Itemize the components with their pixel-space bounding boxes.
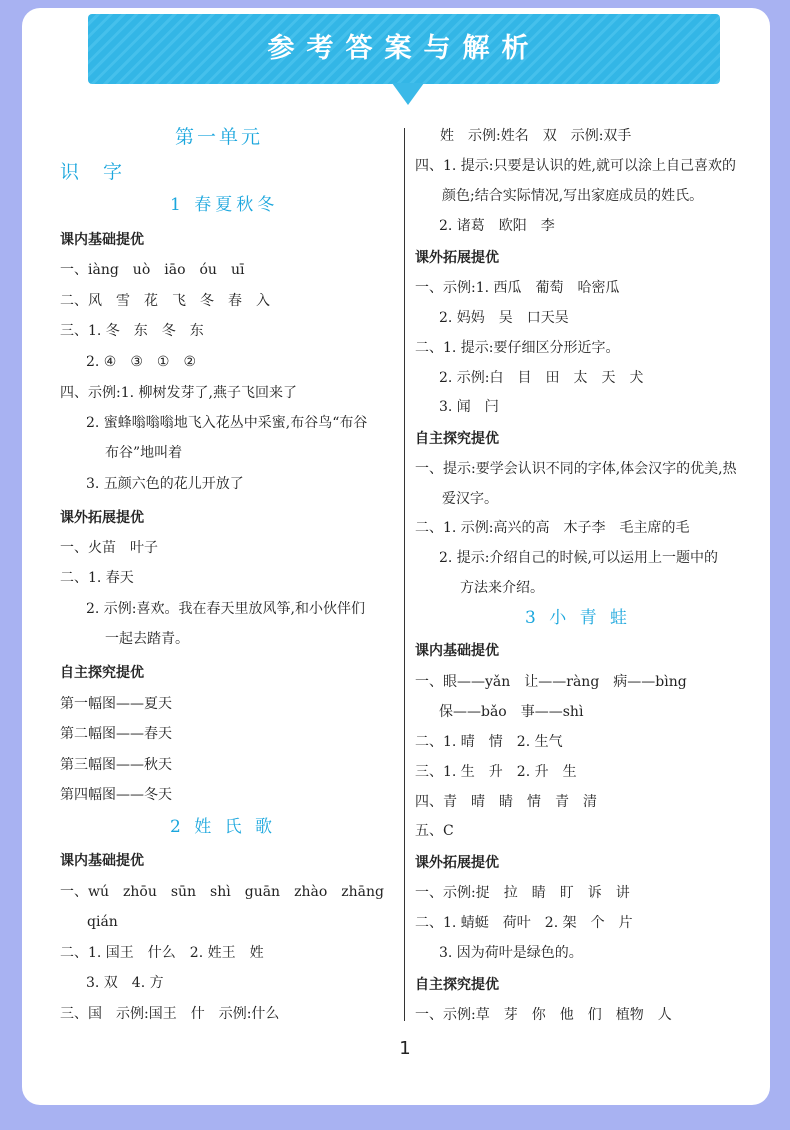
answer-line: 2. 示例:白 目 田 太 天 犬 — [439, 370, 644, 386]
answer-line: 三、1. 生 升 2. 升 生 — [415, 764, 577, 780]
subsection-heading: 课外拓展提优 — [415, 855, 499, 871]
answer-line: 四、示例:1. 柳树发芽了,燕子飞回来了 — [60, 385, 297, 401]
answer-line: 二、1. 蜻蜓 荷叶 2. 架 个 片 — [415, 915, 633, 931]
answer-line: 3. 五颜六色的花儿开放了 — [86, 476, 244, 492]
answer-line: 第一幅图——夏天 — [60, 696, 172, 712]
banner-pointer — [392, 83, 424, 105]
answer-line: 二、1. 晴 情 2. 生气 — [415, 734, 563, 750]
subsection-heading: 课内基础提优 — [60, 853, 144, 869]
answer-line: 四、1. 提示:只要是认识的姓,就可以涂上自己喜欢的 — [415, 158, 736, 174]
answer-line: 二、1. 春天 — [60, 570, 134, 586]
answer-line: 2. 示例:喜欢。我在春天里放风筝,和小伙伴们 — [86, 601, 365, 617]
answer-line: 五、C — [415, 823, 454, 839]
answer-line: 二、风 雪 花 飞 冬 春 入 — [60, 293, 270, 309]
answer-line: 四、青 晴 睛 情 青 清 — [415, 794, 597, 810]
answer-line: 2. 妈妈 吴 口天吴 — [439, 310, 569, 326]
column-divider — [404, 128, 405, 1021]
answer-line: qián — [87, 914, 118, 930]
answer-line: 一、示例:1. 西瓜 葡萄 哈密瓜 — [415, 280, 620, 296]
subsection-heading: 自主探究提优 — [60, 665, 144, 681]
answer-line: 一、iàng uò iāo óu uī — [60, 262, 245, 278]
answer-line: 一、示例:草 芽 你 他 们 植物 人 — [415, 1007, 672, 1023]
lesson-title: 3 小 青 蛙 — [525, 608, 632, 628]
answer-line: 一、wú zhōu sūn shì guān zhào zhāng — [60, 884, 384, 900]
lesson-title: 2 姓 氏 歌 — [170, 817, 277, 837]
answer-line: 第二幅图——春天 — [60, 726, 172, 742]
answer-line: 3. 因为荷叶是绿色的。 — [439, 945, 583, 961]
answer-line: 保——bǎo 事——shì — [439, 704, 584, 720]
answer-line: 3. 双 4. 方 — [86, 975, 164, 991]
page-title: 参考答案与解析 — [267, 33, 541, 64]
subsection-heading: 自主探究提优 — [415, 977, 499, 993]
answer-line: 3. 闻 闩 — [439, 399, 499, 415]
answer-line: 第三幅图——秋天 — [60, 757, 172, 773]
answer-line: 颜色;结合实际情况,写出家庭成员的姓氏。 — [442, 188, 704, 204]
subsection-heading: 课外拓展提优 — [415, 250, 499, 266]
answer-line: 一、示例:捉 拉 睛 盯 诉 讲 — [415, 885, 630, 901]
answer-line: 二、1. 提示:要仔细区分形近字。 — [415, 340, 620, 356]
answer-line: 三、1. 冬 东 冬 东 — [60, 323, 204, 339]
answer-line: 第四幅图——冬天 — [60, 787, 172, 803]
section-heading: 识字 — [60, 161, 147, 183]
answer-line: 方法来介绍。 — [460, 580, 544, 596]
answer-line: 三、国 示例:国王 什 示例:什么 — [60, 1006, 280, 1022]
subsection-heading: 课内基础提优 — [60, 232, 144, 248]
answer-line: 二、1. 示例:高兴的高 木子李 毛主席的毛 — [415, 520, 690, 536]
lesson-title: 1 春夏秋冬 — [170, 195, 279, 215]
answer-line: 2. 诸葛 欧阳 李 — [439, 218, 555, 234]
subsection-heading: 课内基础提优 — [415, 643, 499, 659]
answer-line: 布谷”地叫着 — [105, 445, 183, 461]
answer-line: 姓 示例:姓名 双 示例:双手 — [440, 128, 632, 144]
answer-line: 一、火苗 叶子 — [60, 540, 158, 556]
unit-heading: 第一单元 — [175, 126, 264, 148]
answer-line: 二、1. 国王 什么 2. 姓王 姓 — [60, 945, 264, 961]
answer-line: 一、眼——yǎn 让——ràng 病——bìng — [415, 674, 687, 690]
answer-line: 2. 蜜蜂嗡嗡嗡地飞入花丛中采蜜,布谷鸟“布谷 — [86, 415, 368, 431]
answer-line: 爱汉字。 — [442, 491, 498, 507]
answer-line: 一、提示:要学会认识不同的字体,体会汉字的优美,热 — [415, 461, 737, 477]
subsection-heading: 课外拓展提优 — [60, 510, 144, 526]
answer-line: 一起去踏青。 — [105, 631, 189, 647]
answer-line: 2. 提示:介绍自己的时候,可以运用上一题中的 — [439, 550, 718, 566]
subsection-heading: 自主探究提优 — [415, 431, 499, 447]
answer-line: 2. ④ ③ ① ② — [86, 354, 197, 370]
page-number: 1 — [399, 1038, 411, 1059]
